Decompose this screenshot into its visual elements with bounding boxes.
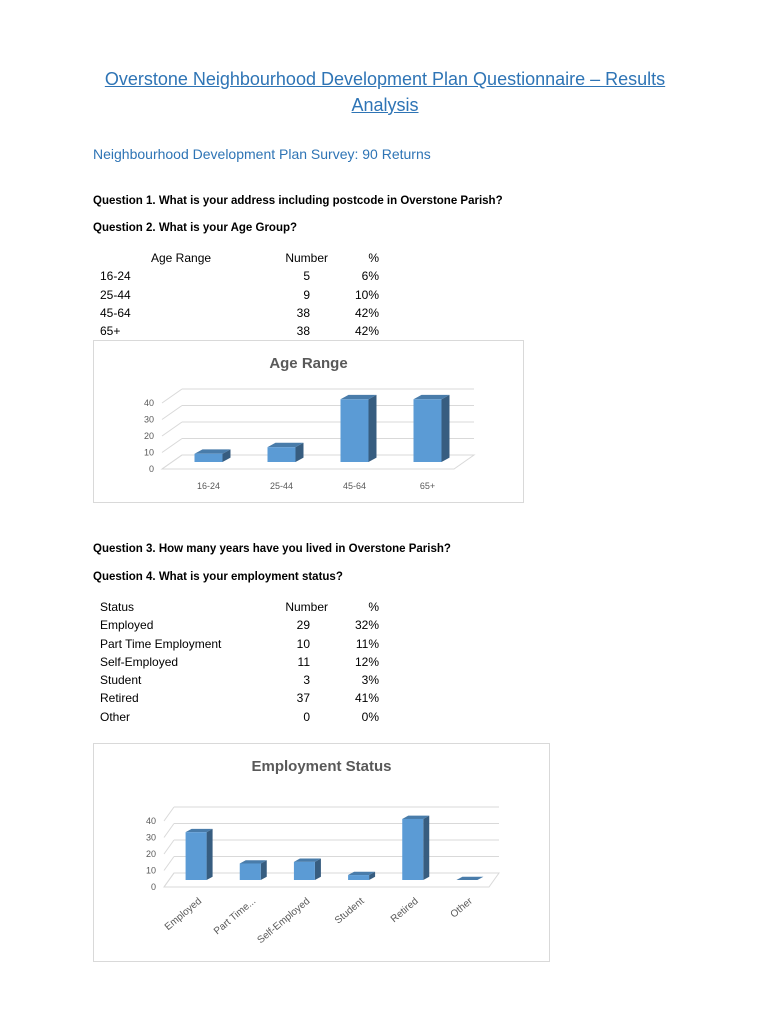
question-3: Question 3. How many years have you lived in Overstone Parish?: [93, 543, 451, 555]
employment-status-chart: [93, 743, 550, 962]
age-pct: 42%: [354, 305, 379, 320]
status-pct: 11%: [355, 636, 379, 651]
status-number: 0: [303, 709, 310, 724]
age-number: 5: [303, 269, 310, 284]
chart-floor: [164, 873, 499, 887]
table-row: [100, 653, 400, 671]
bar: [268, 443, 304, 462]
document-title-line2: Analysis: [351, 95, 419, 115]
bar-front: [348, 875, 369, 880]
age-number: 9: [303, 287, 310, 302]
x-tick-label: Student: [333, 895, 367, 927]
bar-front: [186, 832, 207, 880]
age-pct: 42%: [354, 324, 379, 339]
status-label: Employed: [100, 618, 154, 633]
table-row: [100, 322, 400, 340]
bar-side: [423, 816, 429, 880]
x-tick-label: Self-Employed: [255, 895, 313, 947]
status-pct: 32%: [354, 618, 379, 633]
table-row: [100, 708, 400, 726]
bar: [456, 877, 483, 880]
x-tick-label: Other: [448, 895, 475, 921]
y-tick-label: 20: [143, 431, 154, 441]
status-label: Part Time Employment: [100, 636, 222, 651]
employment-chart-title: Employment Status: [251, 758, 392, 775]
age-header-pct: %: [368, 251, 379, 265]
bar: [402, 816, 429, 880]
age-label: 16-24: [100, 269, 131, 284]
age-table-header: [100, 249, 400, 267]
x-tick-label: Employed: [162, 895, 205, 933]
gridline-depth: [162, 439, 182, 453]
x-tick-label: 45-64: [342, 481, 367, 491]
y-tick-label: 20: [145, 849, 156, 859]
age-label: 25-44: [100, 287, 131, 302]
table-row: [100, 304, 400, 322]
bar: [414, 395, 450, 462]
age-table: [100, 249, 400, 340]
bar-front: [240, 864, 261, 881]
table-row: [100, 671, 400, 689]
bar-side: [261, 860, 267, 880]
gridline-depth: [164, 840, 174, 854]
status-pct: 0%: [361, 709, 379, 724]
status-pct: 12%: [354, 654, 379, 669]
table-row: [100, 689, 400, 707]
employment-header-number: Number: [285, 600, 328, 614]
bar: [195, 449, 231, 462]
status-number: 11: [297, 654, 310, 669]
bar-side: [369, 395, 377, 462]
employment-table-header: [100, 598, 400, 616]
bar: [294, 859, 321, 880]
bar: [240, 860, 267, 880]
x-tick-label: 25-44: [269, 481, 294, 491]
question-4: Question 4. What is your employment status?: [93, 571, 343, 583]
age-range-chart: [93, 340, 524, 503]
y-tick-label: 30: [143, 414, 154, 425]
gridline-depth: [164, 857, 174, 871]
bar: [186, 829, 213, 880]
employment-header-status: Status: [100, 600, 135, 614]
status-label: Student: [100, 673, 142, 688]
employment-header-pct: %: [368, 600, 379, 614]
employment-chart-svg: [94, 744, 549, 961]
age-pct: 6%: [361, 269, 379, 284]
bar-front: [294, 862, 315, 880]
table-row: [100, 286, 400, 304]
survey-subtitle: Neighbourhood Development Plan Survey: 90 Returns: [93, 146, 431, 162]
age-header-number: Number: [285, 251, 328, 265]
y-tick-label: 30: [145, 832, 156, 843]
bar-front: [402, 819, 423, 880]
gridline-depth: [162, 389, 182, 403]
y-tick-label: 10: [143, 447, 154, 458]
gridline-depth: [164, 807, 174, 821]
bar-front: [195, 454, 223, 462]
bar-side: [315, 859, 321, 880]
gridline-depth: [164, 824, 174, 838]
bar: [348, 872, 375, 880]
status-pct: 41%: [354, 691, 379, 706]
status-label: Other: [100, 709, 131, 724]
status-number: 37: [296, 691, 310, 706]
age-chart-svg: [94, 341, 523, 502]
x-tick-label: 65+: [419, 481, 436, 491]
bar-front: [414, 399, 442, 462]
status-number: 29: [296, 618, 310, 633]
bar-side: [442, 395, 450, 462]
status-pct: 3%: [361, 673, 379, 688]
question-2: Question 2. What is your Age Group?: [93, 222, 298, 234]
employment-table: [100, 598, 400, 726]
bar-front: [268, 447, 296, 462]
age-number: 38: [296, 324, 310, 339]
x-tick-label: Part Time...: [211, 895, 259, 938]
bar-side: [207, 829, 213, 880]
status-number: 3: [303, 673, 310, 688]
gridline-depth: [162, 406, 182, 420]
bar-top: [456, 877, 483, 880]
age-number: 38: [296, 305, 310, 320]
document-title-line1: Overstone Neighbourhood Development Plan Questionnaire – Results: [104, 69, 666, 89]
table-row: [100, 267, 400, 285]
y-tick-label: 0: [148, 464, 154, 474]
status-label: Self-Employed: [100, 654, 179, 669]
age-label: 65+: [100, 324, 121, 339]
status-number: 10: [296, 636, 310, 651]
age-chart-title: Age Range: [269, 355, 348, 372]
y-tick-label: 40: [143, 398, 154, 408]
document-title: [80, 66, 690, 118]
table-row: [100, 635, 400, 653]
question-1: Question 1. What is your address including postcode in Overstone Parish?: [93, 195, 503, 207]
y-tick-label: 10: [145, 865, 156, 876]
table-row: [100, 616, 400, 634]
x-tick-label: Retired: [388, 895, 421, 926]
y-tick-label: 0: [150, 882, 156, 892]
bar: [341, 395, 377, 462]
status-label: Retired: [100, 691, 139, 706]
y-tick-label: 40: [145, 816, 156, 826]
age-pct: 10%: [354, 287, 379, 302]
x-tick-label: 16-24: [196, 481, 221, 491]
age-header-range: Age Range: [151, 251, 212, 265]
age-label: 45-64: [100, 305, 131, 320]
gridline-depth: [162, 422, 182, 436]
bar-front: [341, 399, 369, 462]
